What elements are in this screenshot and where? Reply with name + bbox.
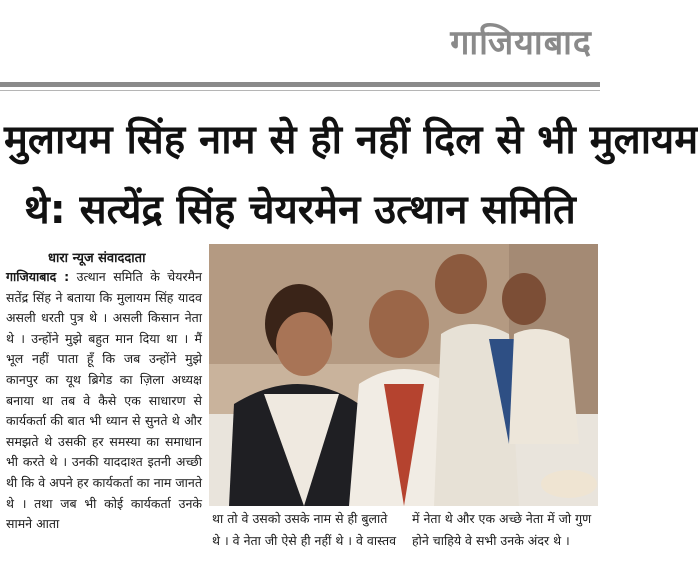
article-column-1 [6, 267, 202, 535]
headline-line-2: थे: सत्येंद्र सिंह चेयरमेन उत्थान समिति [24, 187, 576, 233]
article-column-2-line-2: थे । वे नेता जी ऐसे ही नहीं थे । वे वास्तव [212, 533, 397, 548]
header-rule-thin [0, 90, 600, 91]
article-photo [209, 244, 598, 506]
group-photo-icon [209, 244, 598, 506]
article-column-3-line-2: होने चाहिये वे सभी उनके अंदर थे । [412, 533, 570, 548]
article-text: उत्थान समिति के चेयरमैन सतेंद्र सिंह ने बताया कि मुलायम सिंह यादव असली धरती पुत्र थे । असली किसान नेता थे । उन्होंने मुझे बहुत मान दिया था । मैं भूल नहीं पाता हूँ कि जब उन्होंने मुझे कानपुर का यूथ ब्रिगेड का ज़िला अध्यक्ष बनाया था तब वे कैसे एक साधारण से कार्यकर्ता की बात भी ध्यान से सुनते थे और समझते थे उसकी हर समस्या का समाधान भी करते थे । उनकी याददाश्त इतनी अच्छी थी कि वे अपने हर कार्यकर्ता का नाम जानते थे । तथा जब भी कोई कार्यकर्ता उनके सामने आता [6, 269, 202, 532]
dateline: गाजियाबाद : [6, 269, 70, 284]
section-label: गाजियाबाद [450, 23, 592, 63]
header-rule [0, 82, 600, 87]
article-column-2-line-1: था तो वे उसको उसके नाम से ही बुलाते [212, 511, 388, 526]
headline-line-1: मुलायम सिंह नाम से ही नहीं दिल से भी मुलायम [4, 117, 698, 163]
article-column-3-line-1: में नेता थे और एक अच्छे नेता में जो गुण [412, 511, 592, 526]
byline: धारा न्यूज संवाददाता [48, 251, 146, 266]
